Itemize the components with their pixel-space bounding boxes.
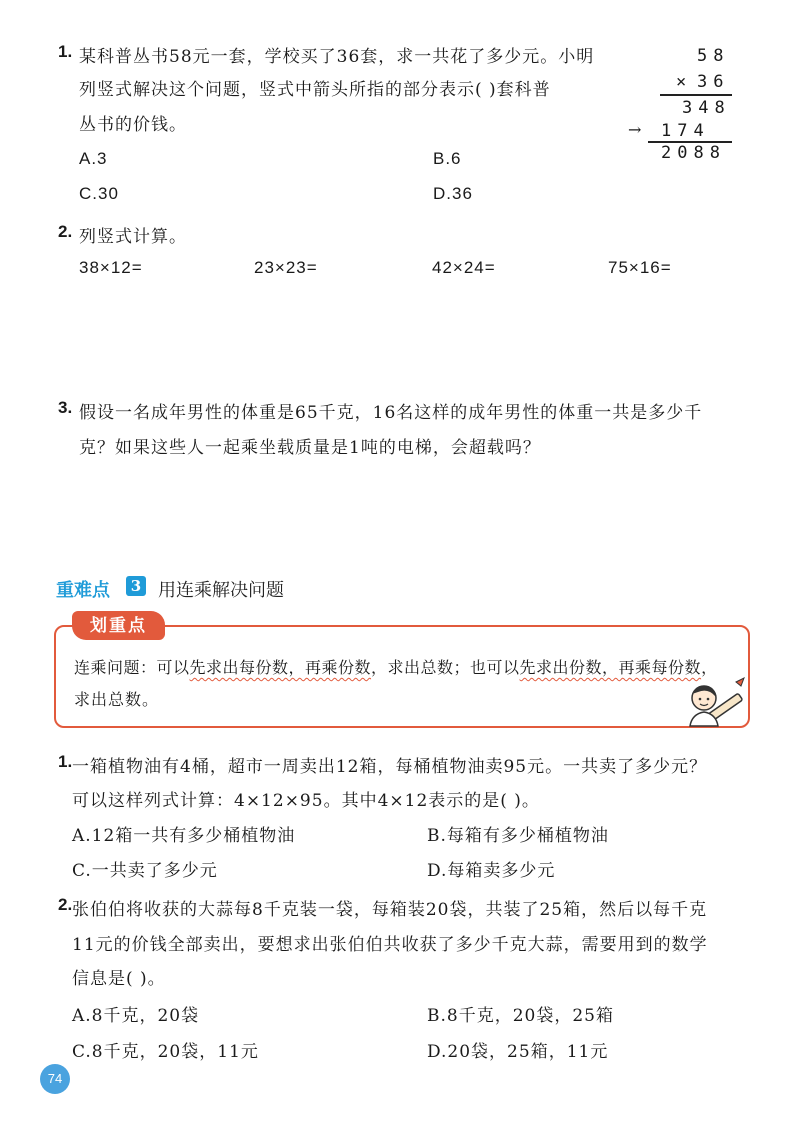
q2-number: 2. xyxy=(58,222,73,241)
q3-line2: 克？如果这些人一起乘坐载质量是1吨的电梯，会超载吗？ xyxy=(79,438,541,458)
p1-number: 1. xyxy=(58,752,73,771)
key-point-text-3: ， xyxy=(701,658,718,677)
p1-option-d[interactable]: D.每箱卖多少元 xyxy=(427,861,556,881)
arrow-icon: → xyxy=(628,120,642,139)
student-with-pencil-icon xyxy=(678,676,748,728)
key-point-tag: 划重点 xyxy=(72,611,165,640)
q2-expr-1: 38×12= xyxy=(79,258,143,277)
vertical-row-multiplier: 36 xyxy=(697,72,730,92)
q2-expr-3: 42×24= xyxy=(432,258,496,277)
vertical-row-product: 2088 xyxy=(661,143,726,163)
q1-option-b[interactable]: B.6 xyxy=(433,149,462,168)
p1-line1: 一箱植物油有4桶，超市一周卖出12箱，每桶植物油卖95元。一共卖了多少元？ xyxy=(72,757,708,777)
q3-number: 3. xyxy=(58,398,73,417)
q2-expr-4: 75×16= xyxy=(608,258,672,277)
key-point-line1 xyxy=(74,655,718,678)
q1-option-c[interactable]: C.30 xyxy=(79,184,119,203)
vertical-rule-1 xyxy=(660,94,732,96)
section-label: 重难点 xyxy=(56,580,110,600)
p2-line2: 11元的价钱全部卖出，要想求出张伯伯共收获了多少千克大蒜，需要用到的数学 xyxy=(72,935,708,955)
vertical-row-multiplicand: 58 xyxy=(697,46,730,66)
vertical-times-sign: × xyxy=(676,72,693,92)
p2-line1: 张伯伯将收获的大蒜每8千克装一袋，每箱装20袋，共装了25箱，然后以每千克 xyxy=(72,900,708,920)
q1-line1: 某科普丛书58元一套，学校买了36套，求一共花了多少元。小明 xyxy=(79,47,595,67)
section-index-badge xyxy=(126,576,146,596)
p1-line2: 可以这样列式计算：4×12×95。其中4×12表示的是( )。 xyxy=(72,791,540,811)
q3-line1: 假设一名成年男性的体重是65千克，16名这样的成年男性的体重一共是多少千 xyxy=(79,403,703,423)
p2-number: 2. xyxy=(58,895,73,914)
key-point-method-1: 先求出每份数，再乘份数 xyxy=(189,658,372,677)
section-index: 3 xyxy=(126,576,146,596)
q2-title: 列竖式计算。 xyxy=(79,227,187,247)
q1-line3: 丛书的价钱。 xyxy=(79,115,187,135)
vertical-row-partial-1: 348 xyxy=(682,98,731,118)
p2-option-c[interactable]: C.8千克，20袋，11元 xyxy=(72,1042,259,1062)
p2-option-a[interactable]: A.8千克，20袋 xyxy=(72,1006,200,1026)
p1-option-b[interactable]: B.每箱有多少桶植物油 xyxy=(427,826,609,846)
key-point-line2: 求出总数。 xyxy=(74,690,160,709)
p1-option-a[interactable]: A.12箱一共有多少桶植物油 xyxy=(72,826,296,846)
page-number: 74 xyxy=(40,1064,70,1094)
p2-option-d[interactable]: D.20袋，25箱，11元 xyxy=(427,1042,609,1062)
q1-number: 1. xyxy=(58,42,73,61)
q1-line2: 列竖式解决这个问题，竖式中箭头所指的部分表示( )套科普 xyxy=(79,80,551,100)
vertical-row-partial-2: 174 xyxy=(661,121,710,141)
key-point-text-2: ，求出总数；也可以 xyxy=(371,658,520,677)
q2-expr-2: 23×23= xyxy=(254,258,318,277)
key-point-text-1: 连乘问题：可以 xyxy=(74,658,190,677)
p2-line3: 信息是( )。 xyxy=(72,969,166,989)
key-point-method-2: 先求出份数，再乘每份数 xyxy=(519,658,702,677)
p2-option-b[interactable]: B.8千克，20袋，25箱 xyxy=(427,1006,614,1026)
q1-option-a[interactable]: A.3 xyxy=(79,149,108,168)
section-title: 用连乘解决问题 xyxy=(158,580,284,600)
p1-option-c[interactable]: C.一共卖了多少元 xyxy=(72,861,218,881)
q1-option-d[interactable]: D.36 xyxy=(433,184,473,203)
